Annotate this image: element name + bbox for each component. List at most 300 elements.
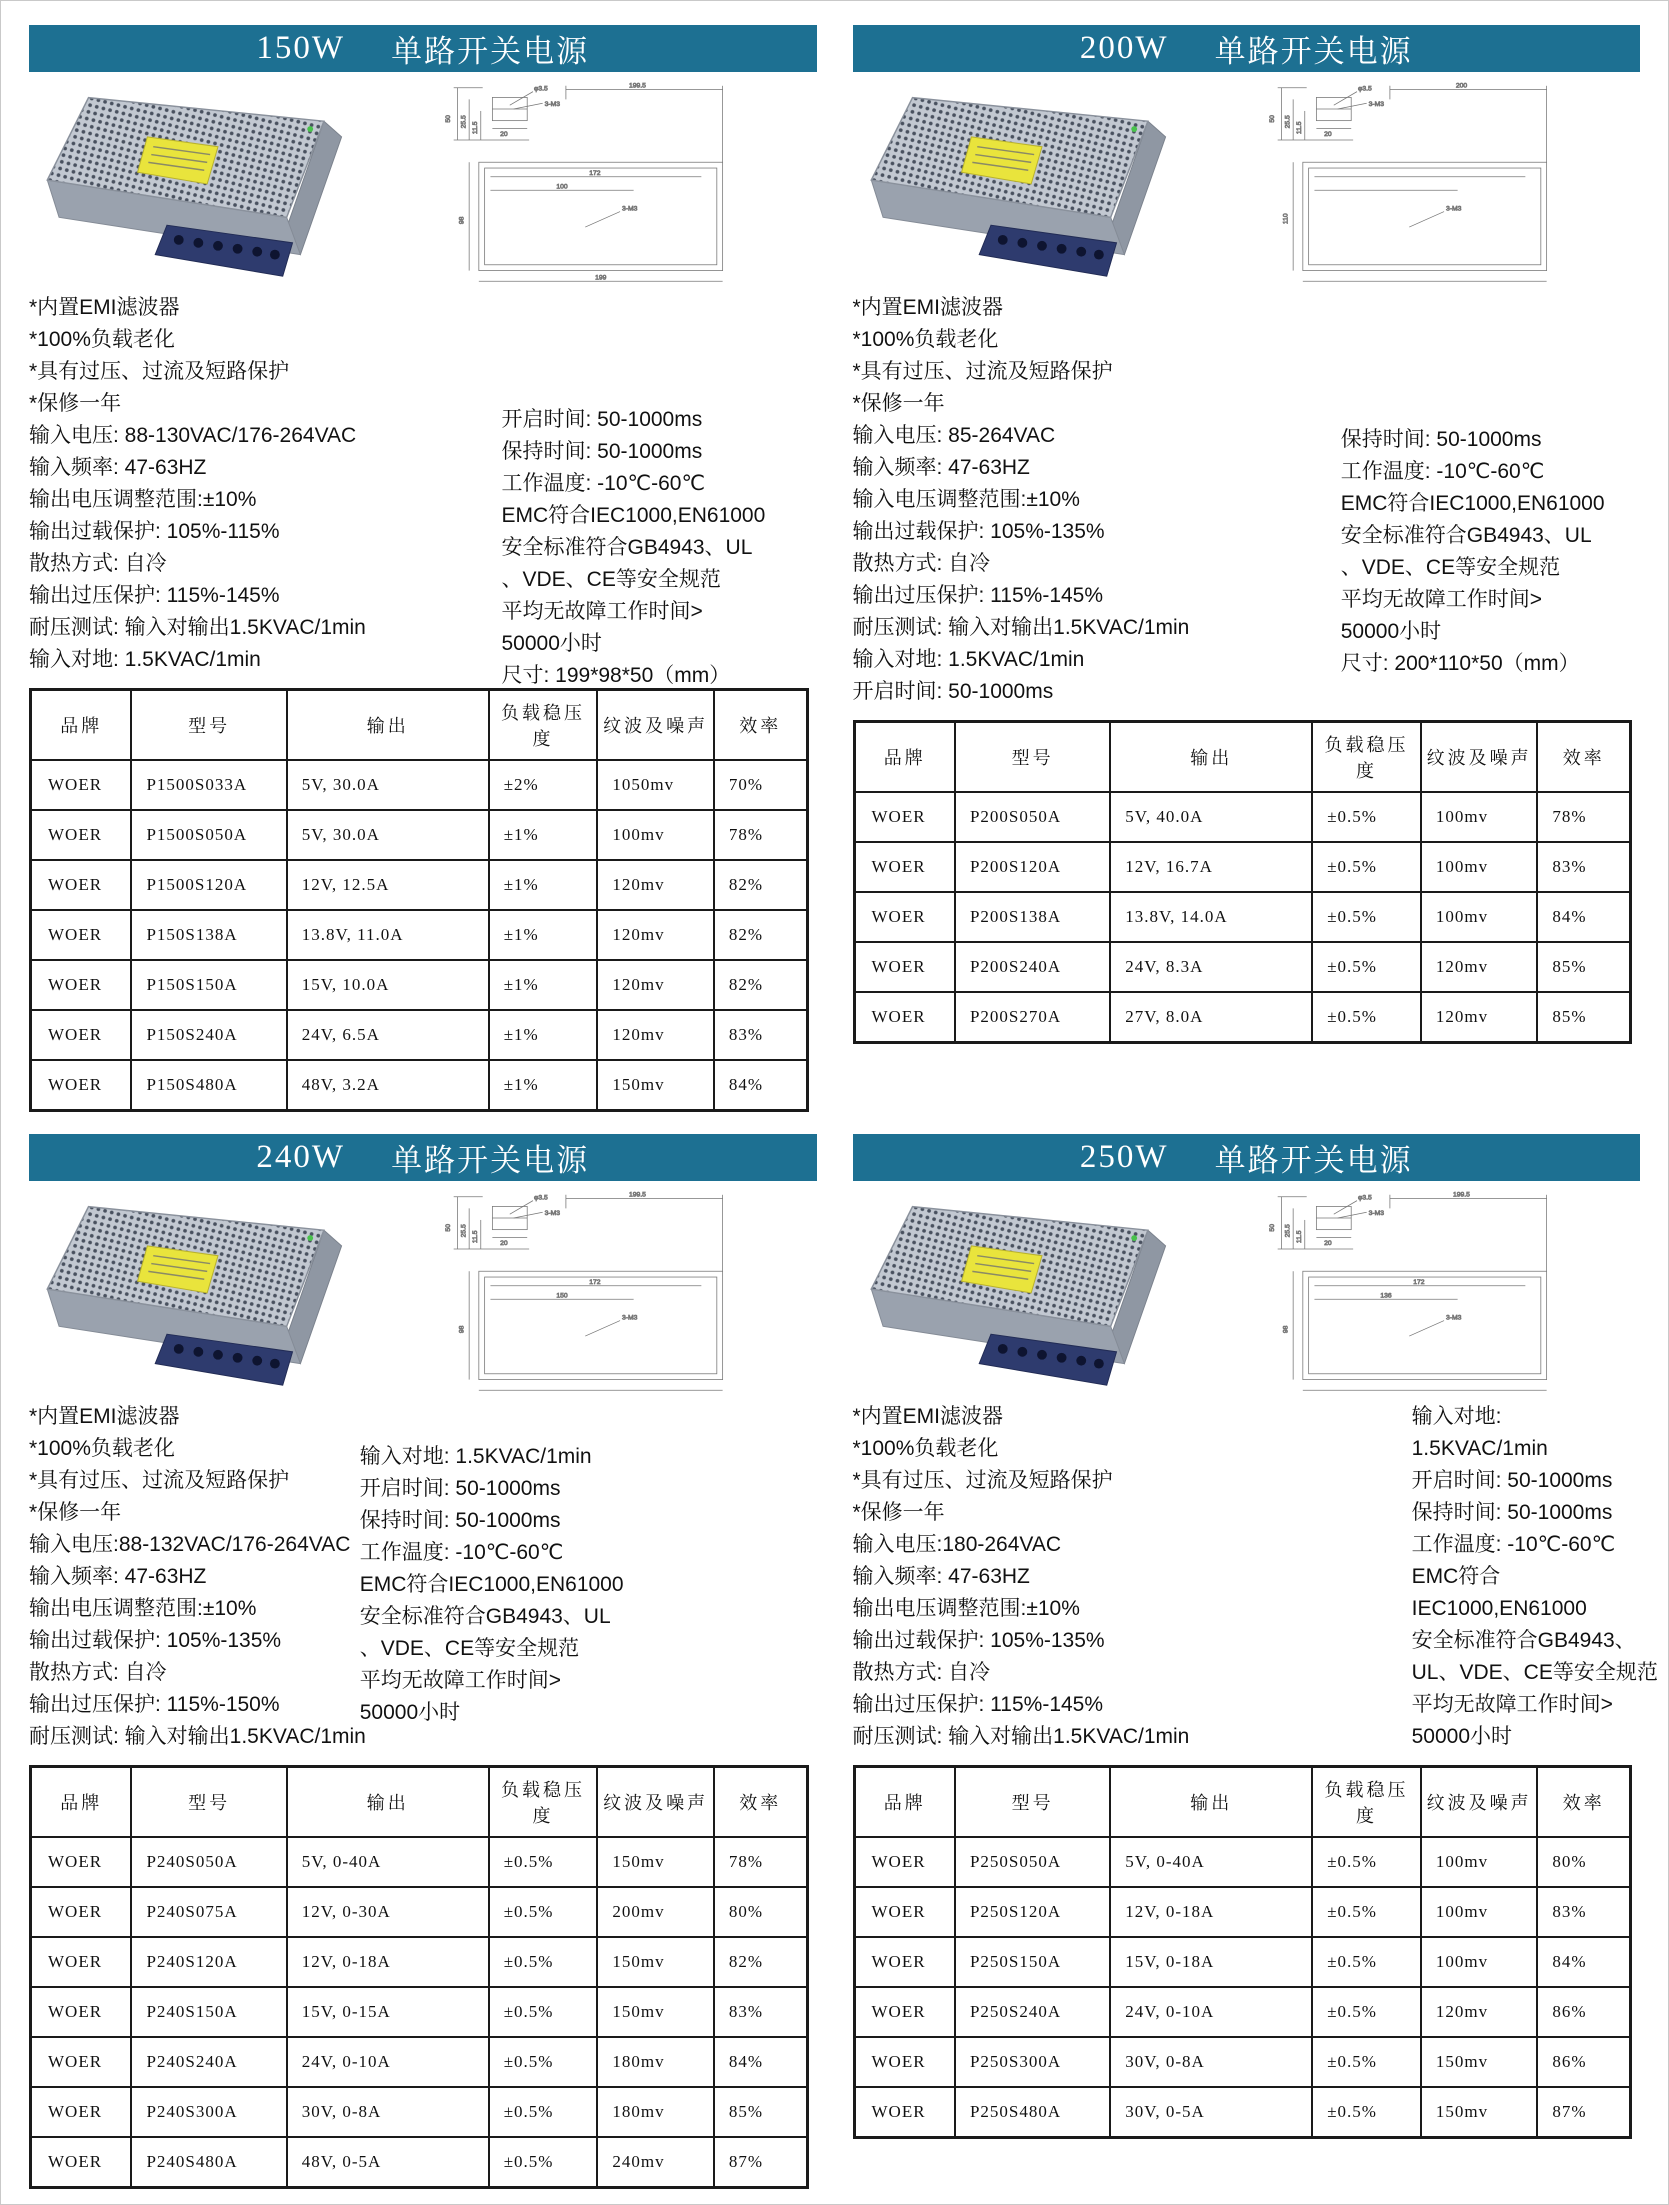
table-cell: 87% [1537, 2087, 1630, 2138]
spec-list-right [502, 292, 766, 692]
table-cell: ±0.5% [1312, 892, 1421, 942]
table-cell: 78% [714, 1837, 807, 1887]
table-cell: 24V, 0-10A [1110, 1987, 1312, 2037]
table-cell: WOER [31, 2087, 132, 2137]
feature-line: *具有过压、过流及短路保护 [29, 360, 290, 383]
table-cell: 12V, 0-18A [287, 1937, 489, 1987]
spec-line: 50000小时 [359, 1700, 461, 1724]
table-cell: P200S120A [955, 842, 1110, 892]
models-table-200w [853, 720, 1633, 1044]
table-row [31, 1987, 808, 2037]
table-cell: P1500S050A [131, 810, 286, 860]
table-cell: WOER [31, 1010, 132, 1060]
spec-list-right [1341, 292, 1605, 680]
table-cell: P1500S120A [131, 860, 286, 910]
table-cell: P240S150A [131, 1987, 286, 2037]
svg-text:110: 110 [1281, 213, 1289, 225]
table-row [31, 1060, 808, 1111]
table-cell: 82% [714, 1937, 807, 1987]
table-cell: ±1% [489, 960, 598, 1010]
dimension-drawing [354, 80, 817, 288]
section-power-label: 200W [1079, 30, 1169, 66]
table-cell: ±1% [489, 1060, 598, 1111]
table-cell: P150S138A [131, 910, 286, 960]
table-cell: 150mv [597, 1937, 713, 1987]
dimension-drawing [1178, 1189, 1641, 1397]
spec-line: 保持时间: 50-1000ms [359, 1508, 561, 1532]
svg-text:3-M3: 3-M3 [622, 1314, 638, 1322]
spec-line: 输入对地: 1.5KVAC/1min [852, 648, 1085, 671]
table-cell: 150mv [1421, 2087, 1537, 2138]
spec-block [29, 292, 817, 687]
table-cell: 83% [1537, 1887, 1630, 1937]
table-cell: WOER [854, 1837, 955, 1887]
table-cell: ±0.5% [1312, 992, 1421, 1043]
feature-line: *保修一年 [852, 392, 945, 415]
table-cell: 120mv [597, 860, 713, 910]
spec-line: 输入对地: [1411, 1404, 1502, 1428]
table-row [854, 1937, 1631, 1987]
spec-line: 输入电压: 88-130VAC/176-264VAC [29, 424, 357, 447]
spec-line: 输出过载保护: 105%-135% [852, 1628, 1105, 1652]
table-cell: P200S240A [955, 942, 1110, 992]
spec-list-right [360, 1401, 624, 1729]
column-header: 输出 [287, 690, 489, 761]
table-row [854, 892, 1631, 942]
table-row [31, 1887, 808, 1937]
feature-line: *100%负载老化 [29, 328, 175, 351]
spec-line: IEC1000,EN61000 [1411, 1596, 1587, 1620]
table-cell: 30V, 0-8A [287, 2087, 489, 2137]
table-cell: 12V, 0-18A [1110, 1887, 1312, 1937]
table-cell: WOER [31, 910, 132, 960]
table-cell: WOER [854, 1887, 955, 1937]
column-header: 品牌 [854, 1766, 955, 1837]
spec-line: EMC符合 [1411, 1564, 1501, 1588]
table-cell: 80% [714, 1887, 807, 1937]
table-row [31, 810, 808, 860]
spec-line: 散热方式: 自冷 [852, 1660, 991, 1684]
table-cell: 12V, 16.7A [1110, 842, 1312, 892]
svg-text:11.5: 11.5 [1295, 1230, 1303, 1243]
spec-line: 输入电压:180-264VAC [852, 1532, 1062, 1556]
svg-text:50: 50 [1268, 1223, 1276, 1232]
section-header-200w [853, 25, 1641, 72]
table-cell: WOER [854, 2087, 955, 2138]
spec-line: 输出过压保护: 115%-145% [852, 584, 1104, 607]
table-cell: ±0.5% [1312, 1937, 1421, 1987]
spec-line: 输出电压调整范围:±10% [29, 488, 257, 511]
table-row [854, 792, 1631, 842]
spec-line: 输入对地: 1.5KVAC/1min [359, 1444, 592, 1468]
table-row [854, 842, 1631, 892]
spec-line: 输出电压调整范围:±10% [852, 1596, 1080, 1620]
table-cell: ±0.5% [489, 2087, 598, 2137]
svg-text:199.5: 199.5 [629, 1191, 646, 1199]
table-cell: 85% [1537, 942, 1630, 992]
svg-text:50: 50 [444, 1223, 452, 1232]
svg-text:25.5: 25.5 [460, 1223, 468, 1237]
table-cell: P200S270A [955, 992, 1110, 1043]
section-title: 单路开关电源 [391, 1142, 590, 1178]
table-row [854, 992, 1631, 1043]
models-table-240w [29, 1765, 809, 2189]
table-cell: 150mv [597, 1837, 713, 1887]
spec-line: 、VDE、CE等安全规范 [1340, 556, 1561, 579]
spec-line: 安全标准符合GB4943、 [1411, 1628, 1636, 1652]
svg-text:3-M3: 3-M3 [622, 205, 638, 213]
table-cell: WOER [854, 2037, 955, 2087]
svg-text:98: 98 [458, 216, 466, 225]
spec-line: 50000小时 [1340, 620, 1442, 643]
svg-text:20: 20 [500, 1239, 508, 1247]
column-header: 负载稳压度 [1312, 722, 1421, 793]
table-cell: 150mv [597, 1060, 713, 1111]
table-cell: P250S300A [955, 2037, 1110, 2087]
table-cell: 100mv [1421, 1887, 1537, 1937]
table-cell: ±0.5% [1312, 792, 1421, 842]
table-cell: WOER [854, 942, 955, 992]
table-cell: ±1% [489, 810, 598, 860]
table-cell: P150S150A [131, 960, 286, 1010]
section-150w [29, 25, 817, 1118]
spec-line: 工作温度: -10℃-60℃ [359, 1540, 564, 1564]
table-cell: P250S240A [955, 1987, 1110, 2037]
table-cell: 84% [714, 2037, 807, 2087]
svg-text:3-M3: 3-M3 [1445, 1314, 1461, 1322]
table-cell: ±0.5% [489, 1887, 598, 1937]
section-header-150w [29, 25, 817, 72]
svg-text:136: 136 [1379, 1291, 1392, 1299]
spec-line: 输出过压保护: 115%-145% [852, 1692, 1104, 1716]
table-cell: WOER [31, 2137, 132, 2188]
table-row [31, 1937, 808, 1987]
svg-text:11.5: 11.5 [471, 1230, 479, 1243]
media-row [29, 1189, 817, 1397]
table-cell: WOER [854, 842, 955, 892]
product-photo-svg [29, 80, 354, 286]
spec-line: EMC符合IEC1000,EN61000 [1340, 492, 1605, 515]
table-cell: 84% [1537, 1937, 1630, 1987]
table-cell: P240S075A [131, 1887, 286, 1937]
table-cell: 27V, 8.0A [1110, 992, 1312, 1043]
table-cell: ±1% [489, 860, 598, 910]
svg-text:25.5: 25.5 [460, 115, 468, 129]
table-cell: 5V, 0-40A [1110, 1837, 1312, 1887]
feature-line: *具有过压、过流及短路保护 [29, 1468, 290, 1492]
spec-line: 输入频率: 47-63HZ [852, 456, 1030, 479]
column-header: 型号 [131, 1766, 286, 1837]
spec-line: 输出过载保护: 105%-115% [29, 520, 280, 543]
product-photo-svg [853, 80, 1178, 286]
spec-line: 耐压测试: 输入对输出1.5KVAC/1min [852, 1724, 1190, 1748]
table-cell: WOER [854, 1937, 955, 1987]
table-cell: 100mv [1421, 892, 1537, 942]
table-cell: 120mv [597, 960, 713, 1010]
table-cell: P240S050A [131, 1837, 286, 1887]
spec-line: 工作温度: -10℃-60℃ [501, 472, 706, 495]
table-cell: P250S480A [955, 2087, 1110, 2138]
table-cell: 24V, 0-10A [287, 2037, 489, 2087]
column-header: 负载稳压度 [489, 1766, 598, 1837]
spec-line: 1.5KVAC/1min [1411, 1436, 1548, 1460]
table-cell: 70% [714, 760, 807, 810]
table-cell: WOER [31, 1887, 132, 1937]
spec-line: 尺寸: 199*98*50（mm） [501, 664, 731, 687]
table-cell: ±0.5% [1312, 1987, 1421, 2037]
spec-line: 开启时间: 50-1000ms [501, 408, 703, 431]
table-cell: WOER [31, 810, 132, 860]
feature-line: *内置EMI滤波器 [29, 1404, 180, 1428]
spec-list-right [1412, 1401, 1658, 1753]
table-cell: 15V, 10.0A [287, 960, 489, 1010]
section-power-label: 250W [1079, 1138, 1169, 1175]
table-cell: 82% [714, 910, 807, 960]
table-cell: 83% [714, 1010, 807, 1060]
svg-text:172: 172 [1412, 1278, 1425, 1286]
table-cell: P250S120A [955, 1887, 1110, 1937]
svg-text:200: 200 [1455, 82, 1467, 90]
table-cell: P150S480A [131, 1060, 286, 1111]
spec-line: 工作温度: -10℃-60℃ [1411, 1532, 1616, 1556]
spec-line: 耐压测试: 输入对输出1.5KVAC/1min [852, 616, 1190, 639]
table-cell: WOER [31, 760, 132, 810]
table-header-row [854, 1766, 1631, 1837]
spec-line: 保持时间: 50-1000ms [1340, 428, 1542, 451]
table-cell: P240S480A [131, 2137, 286, 2188]
svg-text:11.5: 11.5 [1295, 121, 1303, 135]
spec-line: 保持时间: 50-1000ms [501, 440, 703, 463]
table-cell: 120mv [1421, 992, 1537, 1043]
table-cell: ±0.5% [1312, 2037, 1421, 2087]
table-cell: P240S120A [131, 1937, 286, 1987]
spec-block [852, 1401, 1658, 1753]
spec-line: 安全标准符合GB4943、UL [501, 536, 753, 559]
spec-line: 输入对地: 1.5KVAC/1min [29, 648, 261, 671]
table-cell: 12V, 12.5A [287, 860, 489, 910]
column-header: 纹波及噪声 [1421, 722, 1537, 793]
spec-line: 工作温度: -10℃-60℃ [1340, 460, 1545, 483]
spec-line: 输出电压调整范围:±10% [29, 1596, 257, 1620]
table-cell: 240mv [597, 2137, 713, 2188]
table-cell: WOER [31, 1987, 132, 2037]
feature-line: *具有过压、过流及短路保护 [852, 360, 1113, 383]
spec-line: 输入电压: 85-264VAC [852, 424, 1056, 447]
table-cell: ±0.5% [489, 1937, 598, 1987]
table-cell: 30V, 0-8A [1110, 2037, 1312, 2087]
table-cell: ±0.5% [489, 1837, 598, 1887]
feature-line: *100%负载老化 [852, 1436, 999, 1460]
table-cell: 83% [714, 1987, 807, 2037]
table-cell: 84% [714, 1060, 807, 1111]
table-row [854, 942, 1631, 992]
svg-text:25.5: 25.5 [1283, 115, 1291, 129]
svg-text:φ3.5: φ3.5 [1357, 1194, 1372, 1202]
table-cell: 82% [714, 860, 807, 910]
table-cell: 85% [1537, 992, 1630, 1043]
table-cell: WOER [854, 1987, 955, 2037]
svg-text:98: 98 [458, 1325, 466, 1333]
svg-text:3-M3: 3-M3 [1368, 101, 1384, 109]
feature-line: *100%负载老化 [29, 1436, 175, 1460]
column-header: 品牌 [31, 690, 132, 761]
column-header: 型号 [955, 1766, 1110, 1837]
svg-text:3-M3: 3-M3 [544, 101, 561, 109]
table-cell: 13.8V, 11.0A [287, 910, 489, 960]
table-cell: 83% [1537, 842, 1630, 892]
svg-text:100: 100 [556, 183, 568, 191]
table-cell: ±0.5% [1312, 2087, 1421, 2138]
table-row [31, 910, 808, 960]
svg-text:199.5: 199.5 [629, 82, 646, 90]
section-header-240w [29, 1134, 817, 1181]
section-header-250w [853, 1134, 1641, 1181]
table-cell: ±0.5% [1312, 942, 1421, 992]
table-row [854, 2037, 1631, 2087]
spec-line: 50000小时 [501, 632, 602, 655]
svg-text:199.5: 199.5 [1452, 1191, 1470, 1199]
column-header: 型号 [955, 722, 1110, 793]
table-header-row [31, 690, 808, 761]
svg-text:3-M3: 3-M3 [1368, 1209, 1384, 1217]
table-cell: ±0.5% [1312, 842, 1421, 892]
table-cell: WOER [31, 2037, 132, 2087]
spec-line: 散热方式: 自冷 [29, 1660, 167, 1684]
table-cell: 48V, 3.2A [287, 1060, 489, 1111]
svg-text:11.5: 11.5 [471, 121, 479, 135]
section-200w [853, 25, 1641, 1118]
feature-line: *保修一年 [852, 1500, 945, 1524]
column-header: 品牌 [31, 1766, 132, 1837]
table-row [854, 1987, 1631, 2037]
svg-text:20: 20 [500, 131, 508, 139]
table-cell: ±1% [489, 1010, 598, 1060]
table-header-row [854, 722, 1631, 793]
table-row [31, 860, 808, 910]
table-cell: P250S150A [955, 1937, 1110, 1987]
table-cell: P1500S033A [131, 760, 286, 810]
table-cell: 15V, 0-15A [287, 1987, 489, 2037]
dimension-drawing [1178, 80, 1641, 288]
spec-line: 平均无故障工作时间> [1340, 588, 1543, 611]
spec-line: UL、VDE、CE等安全规范 [1411, 1660, 1658, 1684]
table-cell: 5V, 0-40A [287, 1837, 489, 1887]
table-cell: 87% [714, 2137, 807, 2188]
table-cell: 48V, 0-5A [287, 2137, 489, 2188]
table-cell: 84% [1537, 892, 1630, 942]
column-header: 型号 [131, 690, 286, 761]
table-cell: 5V, 30.0A [287, 760, 489, 810]
table-cell: 5V, 40.0A [1110, 792, 1312, 842]
column-header: 效率 [714, 1766, 807, 1837]
feature-line: *保修一年 [29, 392, 122, 415]
table-cell: WOER [854, 892, 955, 942]
product-photo [853, 1189, 1178, 1400]
column-header: 效率 [1537, 1766, 1630, 1837]
spec-line: 开启时间: 50-1000ms [1411, 1468, 1613, 1492]
table-cell: WOER [854, 992, 955, 1043]
svg-text:25.5: 25.5 [1283, 1223, 1291, 1237]
svg-text:150: 150 [556, 1291, 568, 1299]
svg-text:50: 50 [444, 115, 452, 123]
spec-block [853, 292, 1641, 708]
product-photo [29, 1189, 354, 1400]
table-header-row [31, 1766, 808, 1837]
column-header: 品牌 [854, 722, 955, 793]
table-cell: 100mv [1421, 842, 1537, 892]
spec-line: 平均无故障工作时间> [501, 600, 703, 623]
spec-line: 开启时间: 50-1000ms [359, 1476, 561, 1500]
table-row [31, 2087, 808, 2137]
spec-line: 输出过压保护: 115%-145% [29, 584, 280, 607]
spec-line: EMC符合IEC1000,EN61000 [359, 1572, 624, 1596]
svg-text:20: 20 [1323, 131, 1332, 139]
table-cell: P200S050A [955, 792, 1110, 842]
table-cell: 100mv [1421, 1937, 1537, 1987]
feature-line: *具有过压、过流及短路保护 [852, 1468, 1113, 1492]
table-cell: WOER [31, 860, 132, 910]
table-row [854, 2087, 1631, 2138]
table-cell: 12V, 0-30A [287, 1887, 489, 1937]
spec-line: 、VDE、CE等安全规范 [359, 1636, 580, 1660]
svg-text:φ3.5: φ3.5 [533, 85, 548, 93]
table-cell: 180mv [597, 2087, 713, 2137]
spec-line: 平均无故障工作时间> [359, 1668, 562, 1692]
table-cell: 24V, 8.3A [1110, 942, 1312, 992]
table-row [31, 1837, 808, 1887]
dimension-drawing [354, 1189, 817, 1397]
table-cell: 80% [1537, 1837, 1630, 1887]
svg-text:98: 98 [1281, 1325, 1289, 1333]
models-table-250w [853, 1765, 1633, 2139]
table-row [31, 2037, 808, 2087]
table-cell: 13.8V, 14.0A [1110, 892, 1312, 942]
table-cell: WOER [31, 1060, 132, 1111]
table-cell: P240S240A [131, 2037, 286, 2087]
table-cell: 200mv [597, 1887, 713, 1937]
svg-text:φ3.5: φ3.5 [533, 1194, 548, 1202]
spec-line: EMC符合IEC1000,EN61000 [501, 504, 766, 527]
feature-line: *内置EMI滤波器 [29, 296, 180, 319]
spec-line: 尺寸: 200*110*50（mm） [1340, 652, 1580, 675]
svg-text:3-M3: 3-M3 [544, 1209, 561, 1217]
svg-text:172: 172 [589, 169, 601, 177]
svg-text:50: 50 [1268, 115, 1276, 123]
spec-block [29, 1401, 817, 1753]
feature-line: *内置EMI滤波器 [852, 1404, 1004, 1428]
table-cell: 100mv [597, 810, 713, 860]
feature-line: *保修一年 [29, 1500, 122, 1524]
table-row [854, 1887, 1631, 1937]
feature-line: *内置EMI滤波器 [852, 296, 1004, 319]
media-row [29, 80, 817, 288]
spec-line: 输入电压:88-132VAC/176-264VAC [29, 1532, 351, 1556]
table-row [31, 960, 808, 1010]
table-cell: 120mv [597, 1010, 713, 1060]
table-cell: ±0.5% [489, 1987, 598, 2037]
table-cell: P200S138A [955, 892, 1110, 942]
column-header: 纹波及噪声 [597, 1766, 713, 1837]
column-header: 输出 [1110, 722, 1312, 793]
table-row [31, 760, 808, 810]
product-photo-svg [29, 1189, 354, 1395]
svg-text:φ3.5: φ3.5 [1357, 85, 1372, 93]
table-cell: 1050mv [597, 760, 713, 810]
table-cell: WOER [31, 960, 132, 1010]
table-cell: 86% [1537, 1987, 1630, 2037]
svg-text:20: 20 [1323, 1239, 1332, 1247]
models-table-150w [29, 688, 809, 1112]
